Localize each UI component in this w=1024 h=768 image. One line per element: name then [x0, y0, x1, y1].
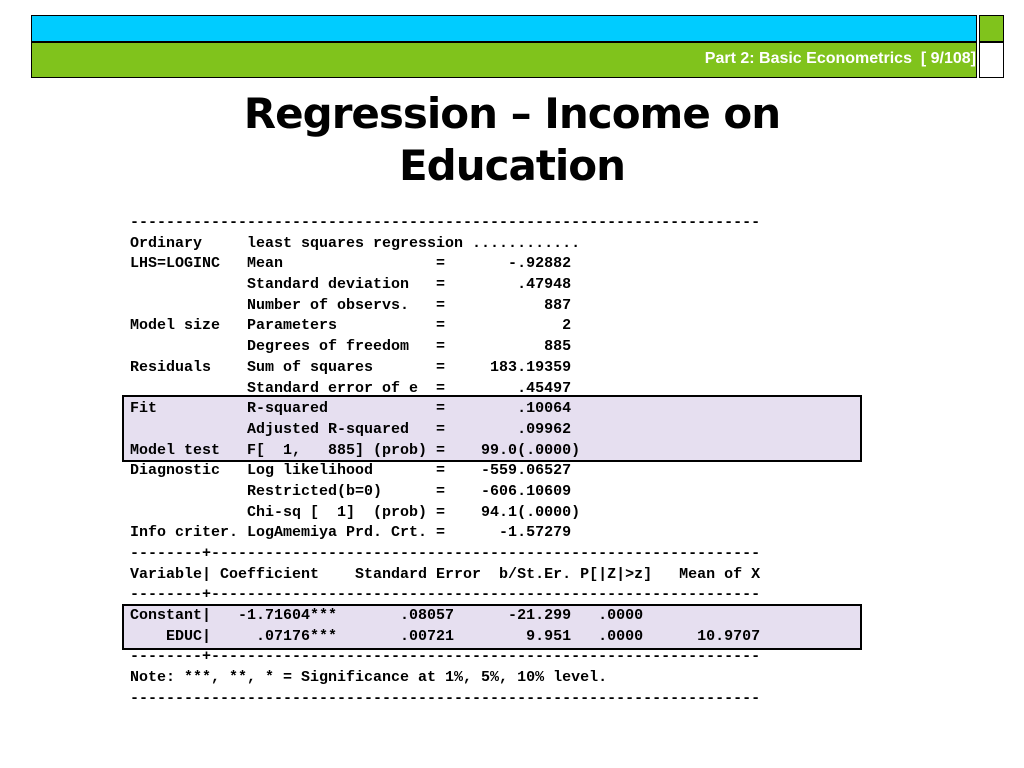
output-line-note: Note: ***, **, * = Significance at 1%, 5%, 10% level.	[130, 669, 608, 687]
output-line-standard-error: Standard error of e = .45497	[130, 379, 572, 397]
output-line-educ-row: EDUC| .07176*** .00721 9.951 .0000 10.9707	[130, 627, 761, 645]
output-line-table-header: Variable| Coefficient Standard Error b/St.Er. P[|Z|>z] Mean of X	[130, 565, 761, 583]
output-line-log-likelihood: Diagnostic Log likelihood = -559.06527	[130, 462, 572, 480]
header-corner-square-top	[979, 15, 1004, 42]
output-line-degrees-of-freedom: Degrees of freedom = 885	[130, 338, 572, 356]
slide-title-line-2: Education	[398, 141, 626, 190]
output-line-std-dev: Standard deviation = .47948	[130, 276, 572, 294]
output-line-f-test: Model test F[ 1, 885] (prob) = 99.0(.0000)	[130, 441, 581, 459]
output-line-observations: Number of observs. = 887	[130, 296, 572, 314]
output-line-restricted: Restricted(b=0) = -606.10609	[130, 482, 572, 500]
output-line-chi-sq: Chi-sq [ 1] (prob) = 94.1(.0000)	[130, 503, 581, 521]
output-line-adjusted-r-squared: Adjusted R-squared = .09962	[130, 420, 572, 438]
output-line-parameters: Model size Parameters = 2	[130, 317, 572, 335]
header-corner-square-bottom	[979, 42, 1004, 78]
slide-title-line-1: Regression – Income on	[243, 89, 781, 138]
output-line-method: Ordinary least squares regression ............	[130, 234, 581, 252]
output-line-r-squared: Fit R-squared = .10064	[130, 400, 572, 418]
output-line-separator: --------+-------------------------------------------------------------	[130, 586, 761, 604]
slide-title	[0, 88, 1024, 192]
output-line-separator: ----------------------------------------------------------------------	[130, 214, 761, 231]
output-line-mean: LHS=LOGINC Mean = -.92882	[130, 255, 572, 273]
output-line-separator: ----------------------------------------------------------------------	[130, 689, 761, 707]
course-label: Part 2: Basic Econometrics [ 9/108]	[704, 50, 976, 67]
header-top-bar	[31, 15, 977, 42]
output-line-separator: --------+-------------------------------------------------------------	[130, 545, 761, 562]
output-line-sum-of-squares: Residuals Sum of squares = 183.19359	[130, 358, 572, 376]
regression-output	[130, 213, 860, 710]
output-line-info-criterion: Info criter. LogAmemiya Prd. Crt. = -1.57279	[130, 524, 572, 542]
output-line-separator: --------+-------------------------------------------------------------	[130, 648, 761, 666]
output-line-constant-row: Constant| -1.71604*** .08057 -21.299 .0000	[130, 607, 644, 625]
